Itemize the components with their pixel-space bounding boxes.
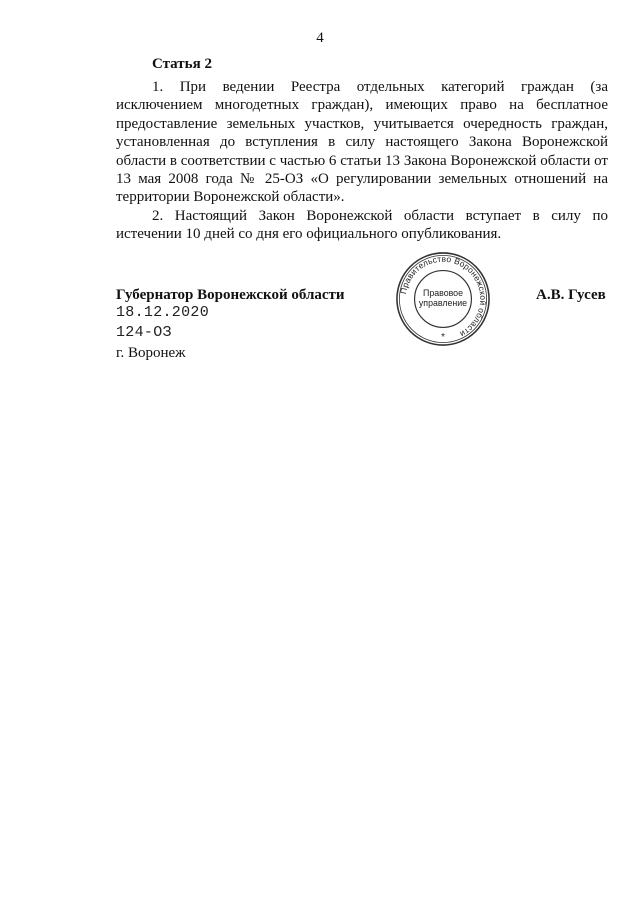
seal-inner-line-1: Правовое bbox=[422, 288, 464, 299]
article-title: Статья 2 bbox=[152, 56, 212, 72]
seal-star: * bbox=[441, 332, 445, 344]
seal-inner-line-2: управление bbox=[418, 297, 468, 308]
paragraph-2: 2. Настоящий Закон Воронежской области вступает в силу по истечении 10 дней со дня его официального опубликования. bbox=[116, 207, 608, 243]
signing-city: г. Воронеж bbox=[116, 345, 186, 361]
signer-title: Губернатор Воронежской области bbox=[116, 287, 345, 303]
signing-date: 18.12.2020 bbox=[116, 304, 210, 321]
paragraph-1: 1. При ведении Реестра отдельных категорий граждан (за исключением многодетных граждан), имеющих право на бесплатное предоставление земельных участков, учитывается очередность граждан, установленная до вступления в силу настоящего Закона Воронежской области в соответствии с частью 6 статьи 13 Закона Воронежской области от 13 мая 2008 года № 25-ОЗ «О регулировании земельных отношений на территории Воронежской области». bbox=[116, 79, 608, 206]
article-body bbox=[116, 78, 608, 244]
page-number: 4 bbox=[316, 30, 324, 46]
signer-name: А.В. Гусев bbox=[536, 287, 606, 303]
seal-outer-text: Правительство Воронежской области bbox=[398, 253, 489, 340]
law-number: 124-ОЗ bbox=[116, 324, 172, 341]
official-seal-stamp bbox=[394, 250, 492, 348]
